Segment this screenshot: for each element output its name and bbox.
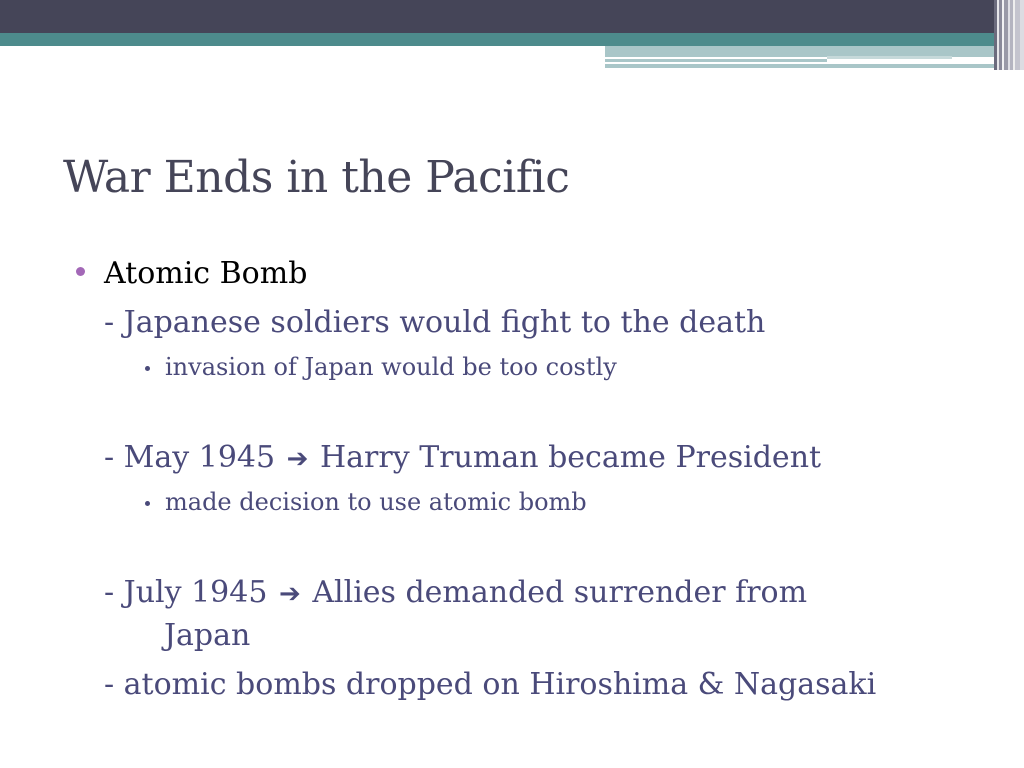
sub-bullet-icon xyxy=(145,366,150,371)
slide-title: War Ends in the Pacific xyxy=(63,152,570,203)
list-item xyxy=(104,440,821,475)
list-item xyxy=(104,575,807,610)
list-item-continuation: Japan xyxy=(164,618,251,653)
bullet-heading: Atomic Bomb xyxy=(104,256,308,291)
right-arrow-icon: ➔ xyxy=(279,579,301,609)
sub-list-item: invasion of Japan would be too costly xyxy=(165,353,617,381)
bullet-dot-icon xyxy=(76,267,85,276)
right-arrow-icon: ➔ xyxy=(286,444,309,474)
list-item-date: - July 1945 xyxy=(104,575,268,610)
list-item: - atomic bombs dropped on Hiroshima & Nagasaki xyxy=(104,667,877,702)
list-item: - Japanese soldiers would fight to the death xyxy=(104,305,766,340)
list-item-date: - May 1945 xyxy=(104,440,276,475)
sub-list-item: made decision to use atomic bomb xyxy=(165,488,587,516)
list-item-text: Harry Truman became President xyxy=(320,440,822,475)
list-item-text: Allies demanded surrender from xyxy=(312,575,808,610)
sub-bullet-icon xyxy=(145,501,150,506)
